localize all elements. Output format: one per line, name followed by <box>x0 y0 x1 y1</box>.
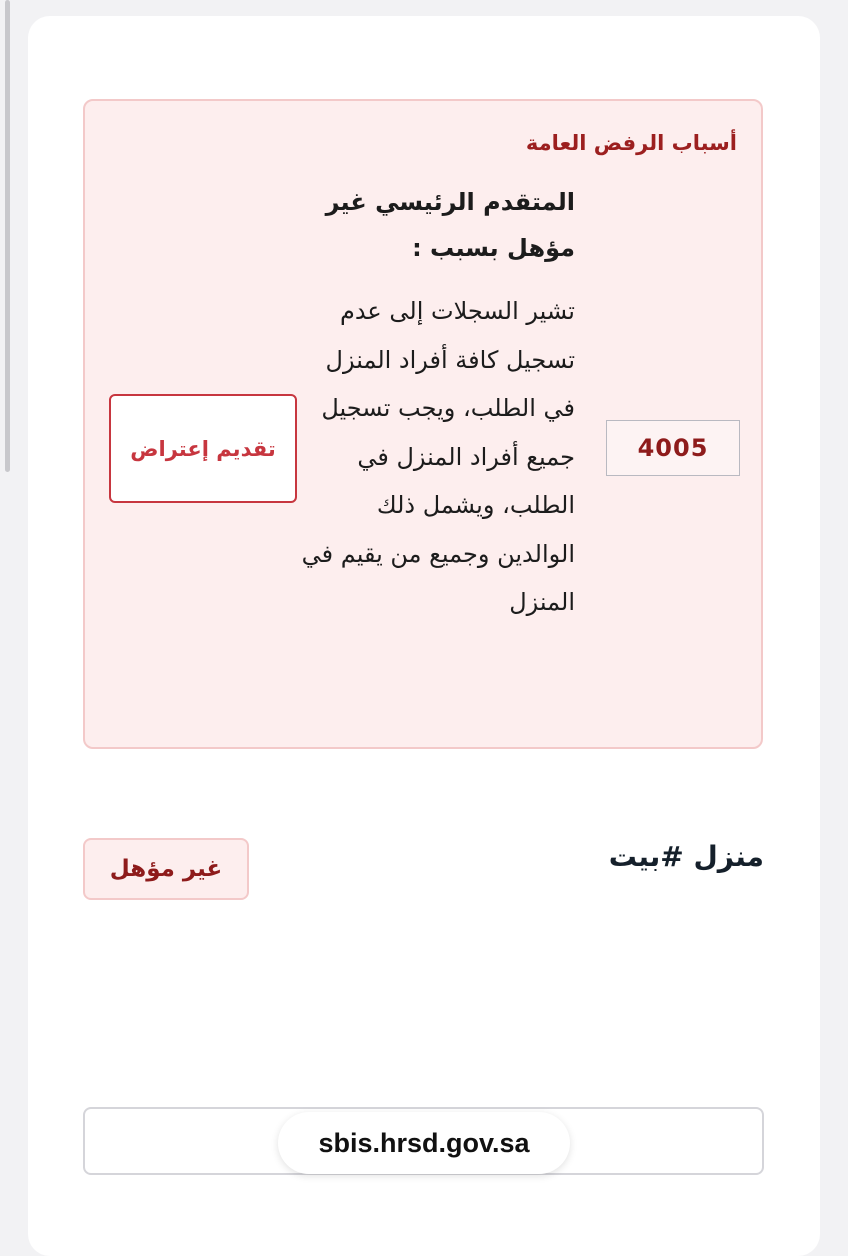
home-title: منزل #بيت <box>608 840 764 873</box>
submit-objection-label: تقديم إعتراض <box>130 436 276 461</box>
scrollbar-thumb[interactable] <box>5 0 10 472</box>
address-bar-url[interactable]: sbis.hrsd.gov.sa <box>278 1112 570 1174</box>
rejection-reasons-title: أسباب الرفض العامة <box>525 131 737 155</box>
status-badge: غير مؤهل <box>83 838 249 900</box>
submit-objection-button[interactable] <box>109 394 297 503</box>
page-scrollbar[interactable] <box>0 0 14 1200</box>
reason-description: تشير السجلات إلى عدم تسجيل كافة أفراد المنزل في الطلب، ويجب تسجيل جميع أفراد المنزل في الطلب، ويشمل ذلك الوالدين وجميع من يقيم في المنزل <box>301 297 575 616</box>
rejection-reasons-box <box>83 99 763 749</box>
reason-heading: المتقدم الرئيسي غير مؤهل بسبب : <box>325 188 575 262</box>
reason-code-badge: 4005 <box>606 420 740 476</box>
